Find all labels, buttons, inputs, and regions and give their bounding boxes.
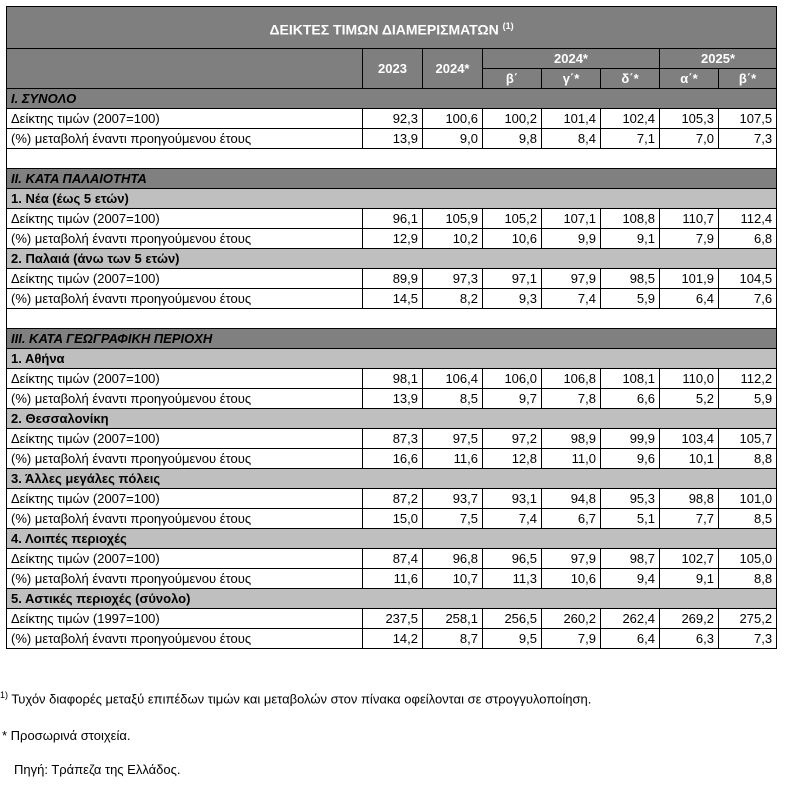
section-title: I. ΣΥΝΟΛΟ (7, 89, 777, 109)
group-header-row (7, 409, 777, 429)
value-cell: 105,0 (719, 549, 777, 569)
value-cell: 10,7 (423, 569, 483, 589)
table-title: ΔΕΙΚΤΕΣ ΤΙΜΩΝ ΔΙΑΜΕΡΙΣΜΑΤΩΝ $^{(1)}$ (7, 7, 777, 49)
value-cell: 9,1 (601, 229, 660, 249)
row-label: (%) μεταβολή έναντι προηγούμενου έτους (7, 629, 363, 649)
table-row (7, 569, 777, 589)
table-row (7, 129, 777, 149)
row-label: (%) μεταβολή έναντι προηγούμενου έτους (7, 569, 363, 589)
group-title: 1. Νέα (έως 5 ετών) (7, 189, 777, 209)
value-cell: 7,3 (719, 129, 777, 149)
value-cell: 9,8 (483, 129, 542, 149)
header-quarter-1: γ΄* (542, 69, 601, 89)
section-header-row (7, 89, 777, 109)
spacer-cell (7, 149, 777, 169)
table-row (7, 429, 777, 449)
value-cell: 16,6 (363, 449, 423, 469)
footnote: $^{1)}$ Τυχόν διαφορές μεταξύ επιπέδων τιμών και μεταβολών στον πίνακα οφείλονται σε στρογγυλοποίηση. (0, 690, 592, 707)
value-cell: 9,0 (423, 129, 483, 149)
value-cell: 98,5 (601, 269, 660, 289)
group-title: 3. Άλλες μεγάλες πόλεις (7, 469, 777, 489)
table-row (7, 229, 777, 249)
value-cell: 107,5 (719, 109, 777, 129)
value-cell: 101,9 (660, 269, 719, 289)
table-row (7, 109, 777, 129)
value-cell: 11,0 (542, 449, 601, 469)
row-label: (%) μεταβολή έναντι προηγούμενου έτους (7, 389, 363, 409)
value-cell: 105,7 (719, 429, 777, 449)
apartment-price-index-table (6, 6, 777, 649)
value-cell: 7,1 (601, 129, 660, 149)
table-row (7, 209, 777, 229)
header-blank-cell (7, 49, 363, 89)
section-title: II. ΚΑΤΑ ΠΑΛΑΙΟΤΗΤΑ (7, 169, 777, 189)
value-cell: 6,4 (660, 289, 719, 309)
row-label: Δείκτης τιμών (2007=100) (7, 109, 363, 129)
value-cell: 94,8 (542, 489, 601, 509)
table-row (7, 389, 777, 409)
value-cell: 275,2 (719, 609, 777, 629)
source-note: Πηγή: Τράπεζα της Ελλάδος. (14, 762, 181, 777)
value-cell: 97,5 (423, 429, 483, 449)
value-cell: 93,1 (483, 489, 542, 509)
group-title: 2. Θεσσαλονίκη (7, 409, 777, 429)
value-cell: 97,1 (483, 269, 542, 289)
row-label: Δείκτης τιμών (1997=100) (7, 609, 363, 629)
value-cell: 9,5 (483, 629, 542, 649)
value-cell: 5,1 (601, 509, 660, 529)
value-cell: 97,3 (423, 269, 483, 289)
row-label: (%) μεταβολή έναντι προηγούμενου έτους (7, 129, 363, 149)
value-cell: 97,2 (483, 429, 542, 449)
value-cell: 10,1 (660, 449, 719, 469)
value-cell: 9,1 (660, 569, 719, 589)
row-label: (%) μεταβολή έναντι προηγούμενου έτους (7, 229, 363, 249)
value-cell: 8,4 (542, 129, 601, 149)
value-cell: 7,3 (719, 629, 777, 649)
value-cell: 92,3 (363, 109, 423, 129)
header-quarter-0: β΄ (483, 69, 542, 89)
table-row (7, 629, 777, 649)
row-label: Δείκτης τιμών (2007=100) (7, 269, 363, 289)
value-cell: 100,6 (423, 109, 483, 129)
value-cell: 108,1 (601, 369, 660, 389)
value-cell: 97,9 (542, 269, 601, 289)
value-cell: 104,5 (719, 269, 777, 289)
value-cell: 95,3 (601, 489, 660, 509)
value-cell: 110,0 (660, 369, 719, 389)
value-cell: 9,6 (601, 449, 660, 469)
value-cell: 8,5 (719, 509, 777, 529)
value-cell: 107,1 (542, 209, 601, 229)
value-cell: 10,6 (542, 569, 601, 589)
row-label: Δείκτης τιμών (2007=100) (7, 209, 363, 229)
header-quarter-2: δ΄* (601, 69, 660, 89)
value-cell: 14,5 (363, 289, 423, 309)
value-cell: 7,9 (660, 229, 719, 249)
table-row (7, 269, 777, 289)
value-cell: 8,8 (719, 449, 777, 469)
value-cell: 87,3 (363, 429, 423, 449)
section-spacer (7, 149, 777, 169)
row-label: Δείκτης τιμών (2007=100) (7, 429, 363, 449)
table-title-row (7, 7, 777, 49)
value-cell: 6,7 (542, 509, 601, 529)
value-cell: 105,9 (423, 209, 483, 229)
value-cell: 106,8 (542, 369, 601, 389)
header-2024-quarters: 2024* (483, 49, 660, 69)
table-row (7, 609, 777, 629)
row-label: Δείκτης τιμών (2007=100) (7, 489, 363, 509)
value-cell: 8,5 (423, 389, 483, 409)
table-row (7, 449, 777, 469)
value-cell: 8,8 (719, 569, 777, 589)
value-cell: 98,9 (542, 429, 601, 449)
table-row (7, 549, 777, 569)
group-title: 5. Αστικές περιοχές (σύνολο) (7, 589, 777, 609)
group-header-row (7, 529, 777, 549)
row-label: (%) μεταβολή έναντι προηγούμενου έτους (7, 509, 363, 529)
value-cell: 105,2 (483, 209, 542, 229)
value-cell: 269,2 (660, 609, 719, 629)
value-cell: 93,7 (423, 489, 483, 509)
value-cell: 7,7 (660, 509, 719, 529)
value-cell: 10,2 (423, 229, 483, 249)
group-header-row (7, 189, 777, 209)
value-cell: 9,4 (601, 569, 660, 589)
section-header-row (7, 329, 777, 349)
value-cell: 110,7 (660, 209, 719, 229)
value-cell: 237,5 (363, 609, 423, 629)
value-cell: 102,7 (660, 549, 719, 569)
provisional-note: * Προσωρινά στοιχεία. (2, 728, 131, 743)
value-cell: 7,4 (483, 509, 542, 529)
spacer-cell (7, 309, 777, 329)
header-quarter-4: β΄* (719, 69, 777, 89)
value-cell: 103,4 (660, 429, 719, 449)
value-cell: 7,6 (719, 289, 777, 309)
value-cell: 98,1 (363, 369, 423, 389)
section-spacer (7, 309, 777, 329)
value-cell: 5,9 (601, 289, 660, 309)
header-2023: 2023 (363, 49, 423, 89)
value-cell: 96,5 (483, 549, 542, 569)
header-2025-quarters: 2025* (660, 49, 777, 69)
group-header-row (7, 249, 777, 269)
value-cell: 87,4 (363, 549, 423, 569)
value-cell: 7,0 (660, 129, 719, 149)
value-cell: 99,9 (601, 429, 660, 449)
table-row (7, 289, 777, 309)
table-row (7, 489, 777, 509)
value-cell: 12,9 (363, 229, 423, 249)
value-cell: 8,7 (423, 629, 483, 649)
header-row-1 (7, 49, 777, 69)
value-cell: 98,7 (601, 549, 660, 569)
value-cell: 6,4 (601, 629, 660, 649)
value-cell: 108,8 (601, 209, 660, 229)
group-title: 2. Παλαιά (άνω των 5 ετών) (7, 249, 777, 269)
value-cell: 6,3 (660, 629, 719, 649)
value-cell: 9,3 (483, 289, 542, 309)
value-cell: 9,9 (542, 229, 601, 249)
row-label: Δείκτης τιμών (2007=100) (7, 549, 363, 569)
value-cell: 13,9 (363, 129, 423, 149)
value-cell: 11,3 (483, 569, 542, 589)
group-title: 4. Λοιπές περιοχές (7, 529, 777, 549)
value-cell: 7,5 (423, 509, 483, 529)
value-cell: 5,2 (660, 389, 719, 409)
header-2024-annual: 2024* (423, 49, 483, 89)
group-header-row (7, 469, 777, 489)
value-cell: 96,8 (423, 549, 483, 569)
value-cell: 7,9 (542, 629, 601, 649)
value-cell: 11,6 (423, 449, 483, 469)
value-cell: 15,0 (363, 509, 423, 529)
header-quarter-3: α΄* (660, 69, 719, 89)
value-cell: 100,2 (483, 109, 542, 129)
value-cell: 256,5 (483, 609, 542, 629)
value-cell: 101,4 (542, 109, 601, 129)
value-cell: 11,6 (363, 569, 423, 589)
value-cell: 89,9 (363, 269, 423, 289)
value-cell: 6,8 (719, 229, 777, 249)
group-title: 1. Αθήνα (7, 349, 777, 369)
row-label: (%) μεταβολή έναντι προηγούμενου έτους (7, 289, 363, 309)
value-cell: 14,2 (363, 629, 423, 649)
table-row (7, 509, 777, 529)
value-cell: 101,0 (719, 489, 777, 509)
value-cell: 8,2 (423, 289, 483, 309)
table-row (7, 369, 777, 389)
group-header-row (7, 589, 777, 609)
value-cell: 96,1 (363, 209, 423, 229)
value-cell: 5,9 (719, 389, 777, 409)
value-cell: 10,6 (483, 229, 542, 249)
value-cell: 262,4 (601, 609, 660, 629)
value-cell: 105,3 (660, 109, 719, 129)
section-header-row (7, 169, 777, 189)
value-cell: 260,2 (542, 609, 601, 629)
value-cell: 112,4 (719, 209, 777, 229)
section-title: III. ΚΑΤΑ ΓΕΩΓΡΑΦΙΚΗ ΠΕΡΙΟΧΗ (7, 329, 777, 349)
group-header-row (7, 349, 777, 369)
row-label: Δείκτης τιμών (2007=100) (7, 369, 363, 389)
value-cell: 12,8 (483, 449, 542, 469)
value-cell: 97,9 (542, 549, 601, 569)
value-cell: 87,2 (363, 489, 423, 509)
value-cell: 13,9 (363, 389, 423, 409)
value-cell: 102,4 (601, 109, 660, 129)
value-cell: 7,8 (542, 389, 601, 409)
value-cell: 106,0 (483, 369, 542, 389)
value-cell: 98,8 (660, 489, 719, 509)
value-cell: 258,1 (423, 609, 483, 629)
value-cell: 9,7 (483, 389, 542, 409)
value-cell: 106,4 (423, 369, 483, 389)
value-cell: 7,4 (542, 289, 601, 309)
value-cell: 6,6 (601, 389, 660, 409)
value-cell: 112,2 (719, 369, 777, 389)
row-label: (%) μεταβολή έναντι προηγούμενου έτους (7, 449, 363, 469)
